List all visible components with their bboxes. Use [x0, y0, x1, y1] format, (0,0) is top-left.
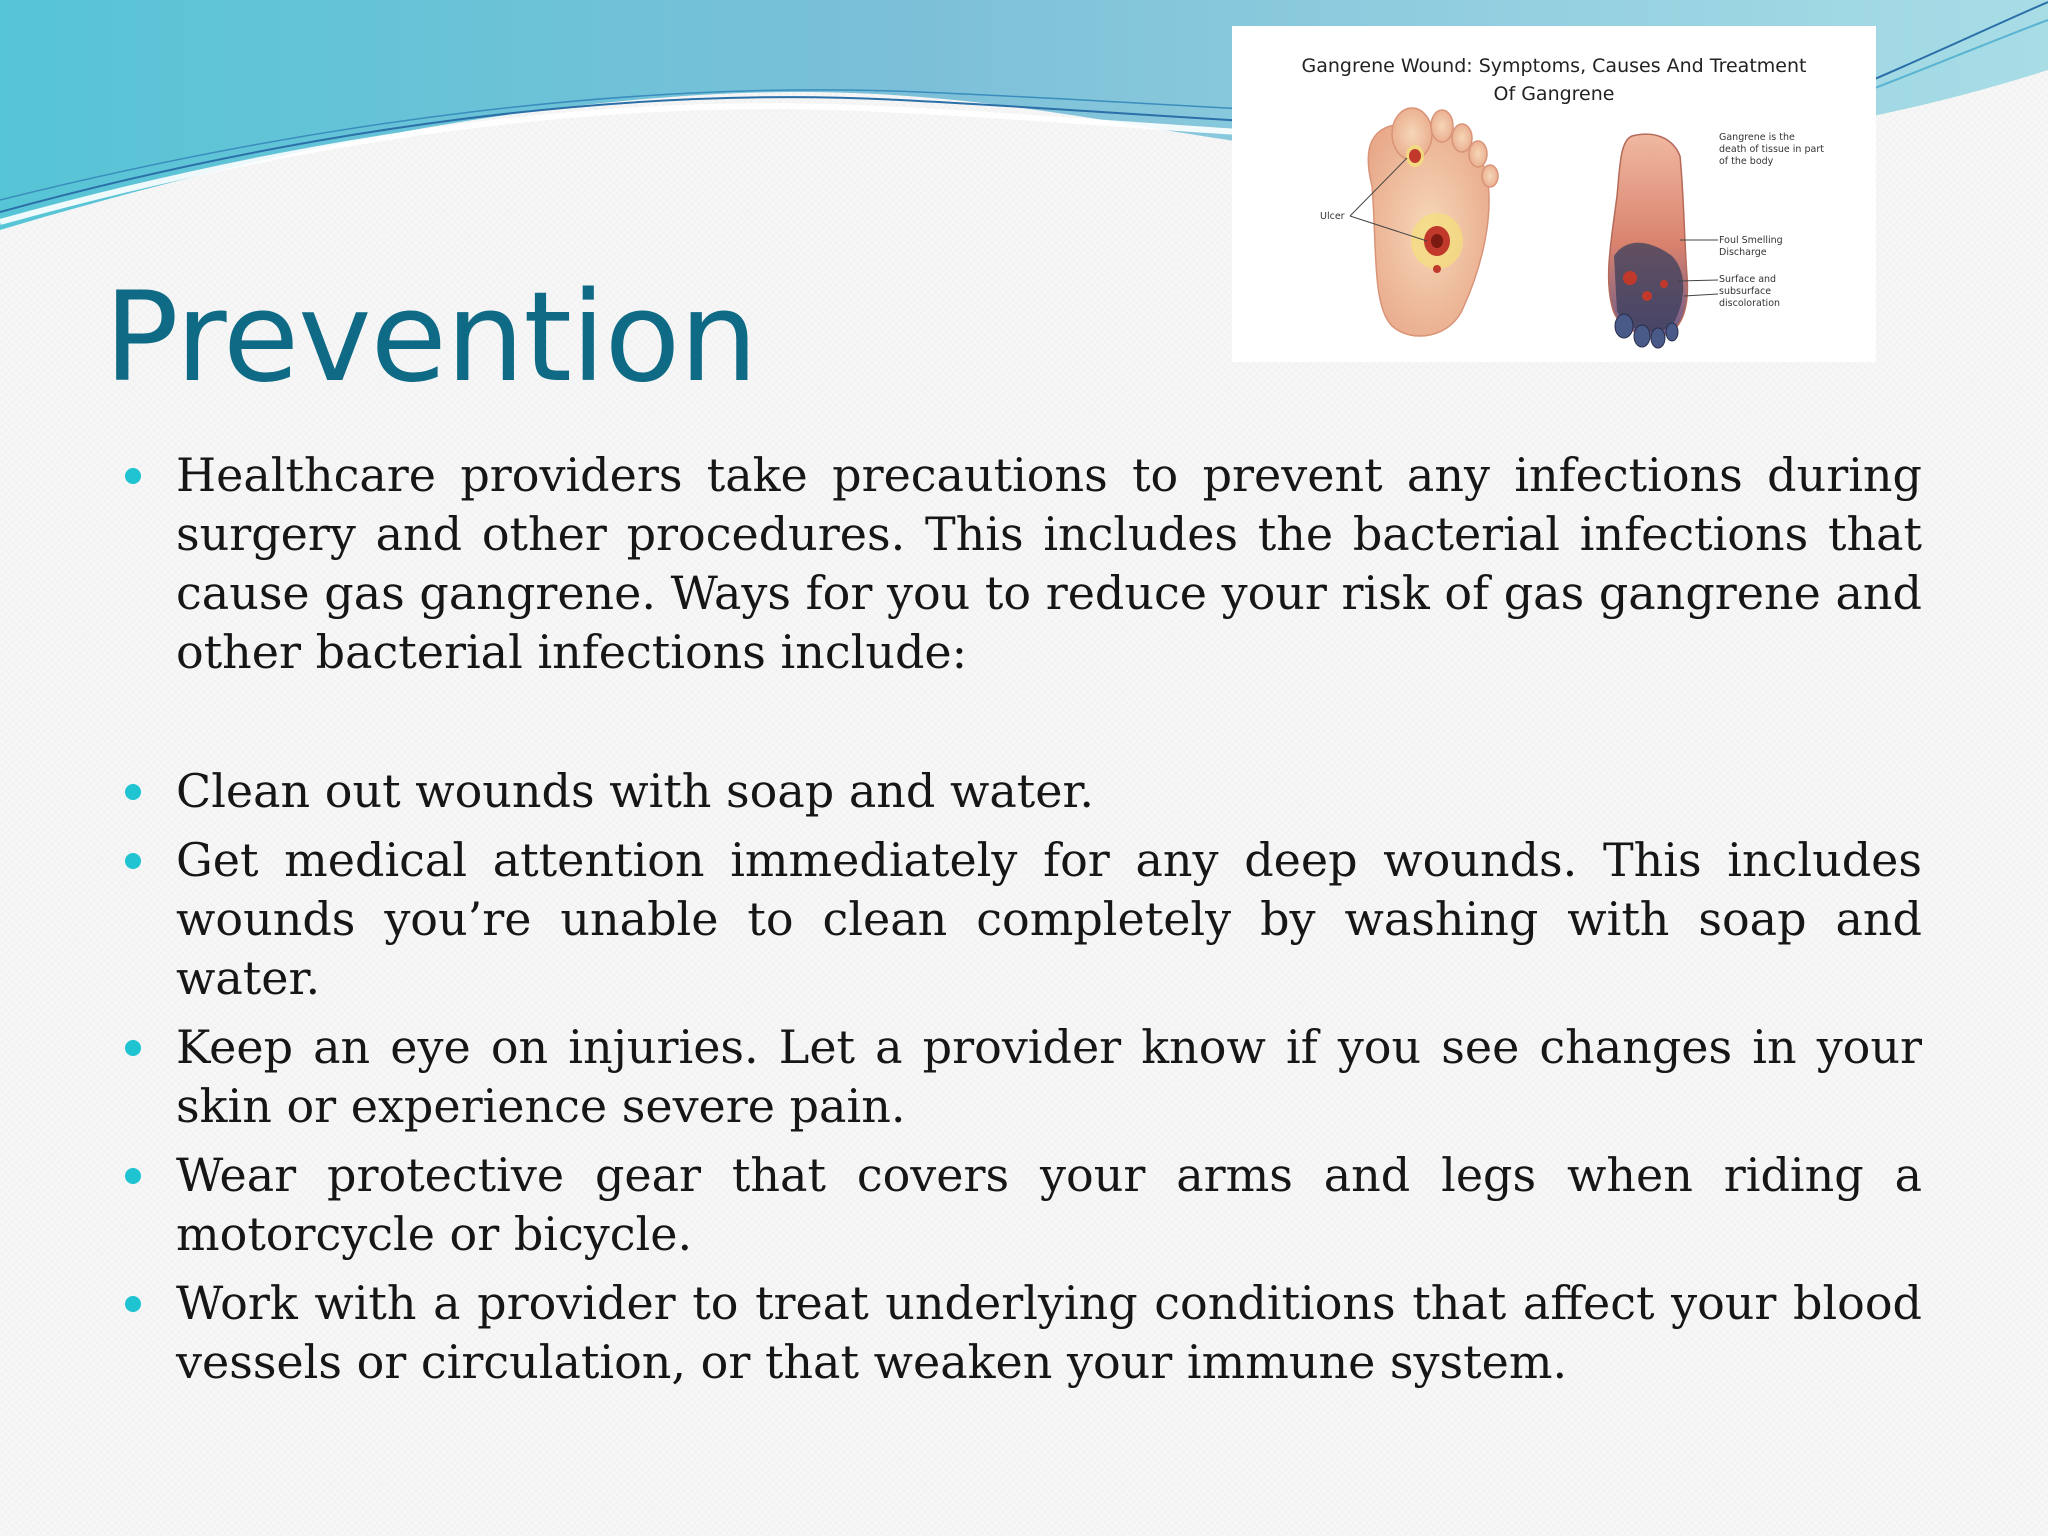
- bullet-item: [120, 1274, 1922, 1392]
- label-discoloration: [1719, 274, 1780, 310]
- label-discharge-line: Foul Smelling: [1719, 235, 1783, 246]
- bullet-item: [120, 1018, 1922, 1136]
- label-discharge-line: Discharge: [1719, 247, 1767, 258]
- label-discoloration-line: Surface and: [1719, 274, 1777, 285]
- bullet-dot-icon: [125, 784, 141, 800]
- foot-gangrenous: [1609, 134, 1718, 348]
- bullet-item: [120, 762, 1922, 821]
- figure-title-line2: Of Gangrene: [1493, 83, 1615, 105]
- bullet-dot-icon: [125, 1296, 141, 1312]
- slide-title: Prevention: [104, 266, 757, 410]
- bullet-text: Wear protective gear that covers your arms and legs when riding a motorcycle or bicycle.: [176, 1148, 1922, 1261]
- label-ulcer: Ulcer: [1320, 211, 1345, 222]
- figure-title: [1232, 52, 1876, 108]
- slide-body: [120, 446, 1922, 1402]
- label-discoloration-line: subsurface: [1719, 286, 1772, 297]
- bullet-dot-icon: [125, 1168, 141, 1184]
- label-discoloration-line: discoloration: [1719, 298, 1781, 309]
- bullet-text: Get medical attention immediately for any deep wounds. This includes wounds you’re unable to clean completely by washing with soap and water.: [176, 833, 1922, 1005]
- bullet-dot-icon: [125, 853, 141, 869]
- gangrene-illustration: [1232, 26, 1876, 362]
- label-definition-line: Gangrene is the: [1719, 132, 1795, 143]
- bullet-text: Work with a provider to treat underlying conditions that affect your blood vessels or circulation, or that weaken your immune system.: [176, 1276, 1922, 1389]
- bullet-item: [120, 1146, 1922, 1264]
- foot-sole: [1350, 108, 1498, 336]
- bullet-list: [120, 446, 1922, 1392]
- label-definition-line: of the body: [1719, 156, 1774, 167]
- bullet-text: Healthcare providers take precautions to prevent any infections during surgery and other procedures. This includes the bacterial infections that cause gas gangrene. Ways for you to reduce your risk of gas gangrene and other bacterial infections include:: [176, 448, 1922, 679]
- bullet-text: Clean out wounds with soap and water.: [176, 764, 1095, 818]
- bullet-item: [120, 446, 1922, 682]
- label-definition: [1719, 132, 1824, 168]
- bullet-dot-icon: [125, 1040, 141, 1056]
- label-definition-line: death of tissue in part: [1719, 144, 1824, 155]
- bullet-text: Keep an eye on injuries. Let a provider know if you see changes in your skin or experience severe pain.: [176, 1020, 1922, 1133]
- figure-title-line1: Gangrene Wound: Symptoms, Causes And Treatment: [1301, 55, 1807, 77]
- bullet-item: [120, 831, 1922, 1008]
- label-discharge: [1719, 235, 1783, 259]
- bullet-dot-icon: [125, 468, 141, 484]
